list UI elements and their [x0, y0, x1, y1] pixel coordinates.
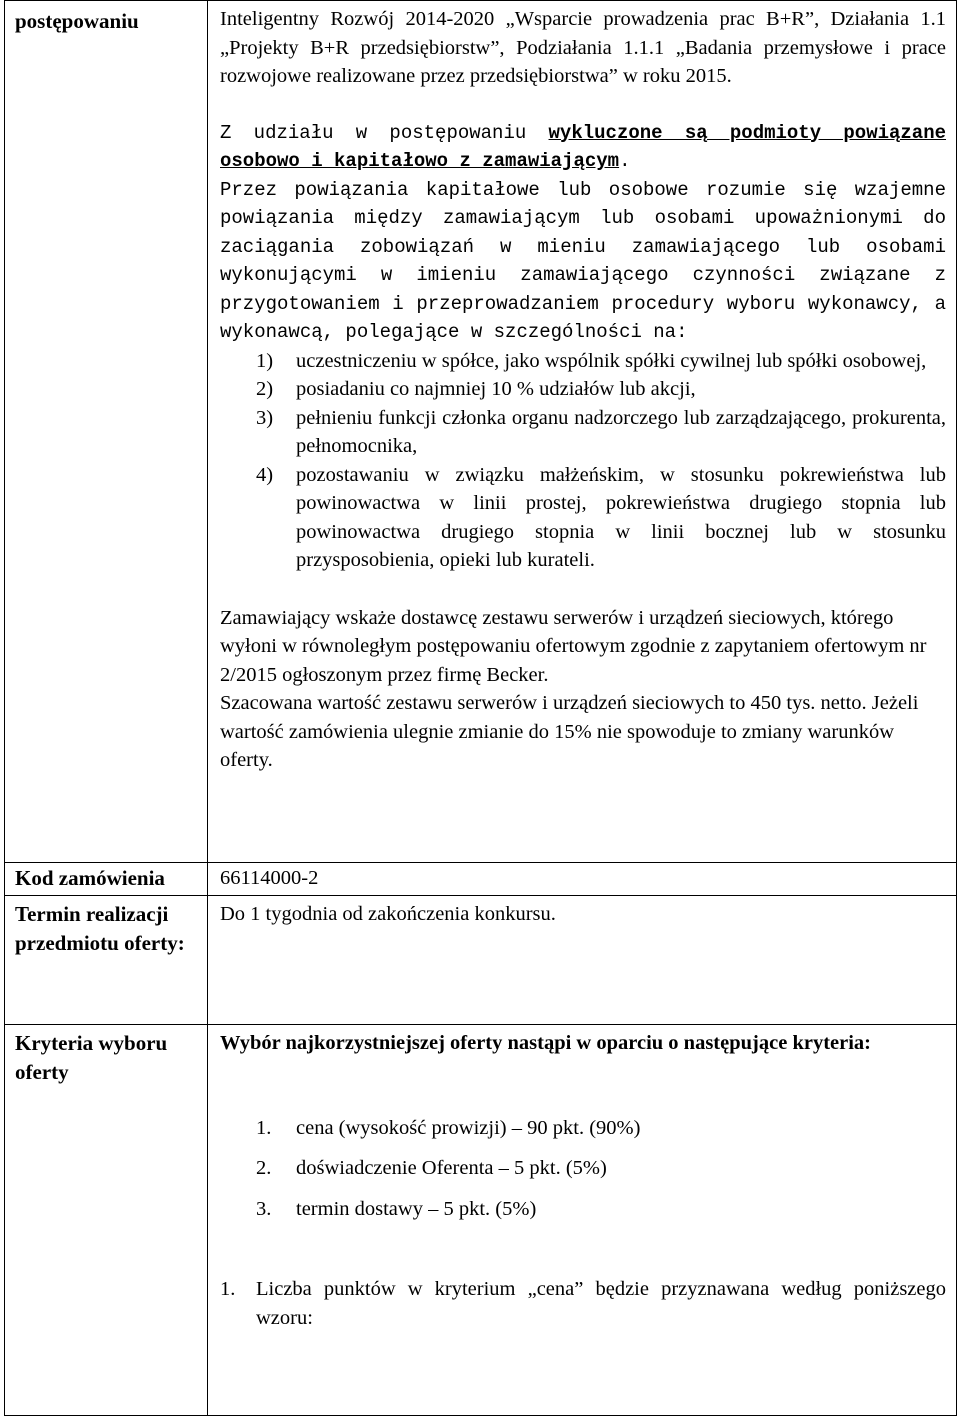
list-item: 1. Liczba punktów w kryterium „cena” będzie przyznawana według poniższego wzoru: [220, 1278, 946, 1329]
list-item: 2. doświadczenie Oferenta – 5 pkt. (5%) [256, 1157, 607, 1179]
criteria-list [220, 1114, 946, 1224]
criteria-heading: Wybór najkorzystniejszej oferty nastąpi w oparciu o następujące kryteria: [220, 1032, 871, 1054]
row-label: Kryteria wyboru oferty [5, 1025, 208, 1416]
table-row [5, 896, 957, 1025]
order-code: 66114000-2 [208, 863, 957, 896]
exclusion-suffix: . [619, 150, 631, 172]
row-label: Kod zamówienia [5, 863, 208, 896]
formula-list [220, 1275, 946, 1332]
list-item: 3) pełnieniu funkcji członka organu nadzorczego lub zarządzającego, prokurenta, pełnomocnika, [256, 406, 946, 457]
table-row [5, 863, 957, 896]
row-label: Termin realizacji przedmiotu oferty: [5, 896, 208, 1025]
document-table [4, 0, 957, 1416]
list-item: 1) uczestniczeniu w spółce, jako wspólnik spółki cywilnej lub spółki osobowej, [256, 349, 927, 372]
criteria-content [208, 1025, 957, 1416]
table-row [5, 1025, 957, 1416]
procedure-content [208, 1, 957, 863]
table-row [5, 1, 957, 863]
list-item: 1. cena (wysokość prowizji) – 90 pkt. (90%) [256, 1116, 641, 1139]
definition-paragraph: Przez powiązania kapitałowe lub osobowe rozumie się wzajemne powiązania między zamawiającym lub osobami upoważnionymi do zaciągania zobowiązań w mieniu zamawiającego lub osobami wykonującymi w imieniu zamawiającego czynności związane z przygotowaniem i przeprowadzaniem procedury wyboru wykonawcy, a wykonawcą, polegające w szczególności na: [220, 178, 946, 343]
value-paragraph: Szacowana wartość zestawu serwerów i urządzeń sieciowych to 450 tys. netto. Jeżeli wartość zamówienia ulegnie zmianie do 15% nie spowoduje to zmiany warunków oferty. [220, 692, 919, 771]
list-item: 4) pozostawaniu w związku małżeńskim, w stosunku pokrewieństwa lub powinowactwa w linii prostej, pokrewieństwa drugiego stopnia lub powinowactwa drugiego stopnia w linii bocznej lub w stosunku przysposobienia, opieki lub kurateli. [256, 463, 946, 571]
program-intro: Inteligentny Rozwój 2014-2020 „Wsparcie prowadzenia prac B+R”, Działania 1.1 „Projekty B+R przedsiębiorstw”, Podziałania 1.1.1 „Badania przemysłowe i prace rozwojowe realizowane przez przedsiębiorstwa” w roku 2015. [220, 8, 946, 87]
supplier-paragraph: Zamawiający wskaże dostawcę zestawu serwerów i urządzeń sieciowych, którego wyłoni w równoległym postępowaniu ofertowym zgodnie z zapytaniem ofertowym nr 2/2015 ogłoszonym przez firmę Becker. [220, 606, 927, 686]
exclusion-paragraph [220, 119, 946, 176]
list-item: 3. termin dostawy – 5 pkt. (5%) [256, 1197, 537, 1220]
completion-term: Do 1 tygodnia od zakończenia konkursu. [208, 896, 957, 1025]
exclusion-bold: wykluczone są podmioty powiązane osobowo i kapitałowo z zamawiającym [220, 121, 947, 172]
exclusion-prefix: Z udziału w postępowaniu [220, 121, 549, 144]
row-label: postępowaniu [5, 1, 208, 863]
relations-list [220, 347, 946, 575]
list-item: 2) posiadaniu co najmniej 10 % udziałów lub akcji, [256, 378, 696, 400]
